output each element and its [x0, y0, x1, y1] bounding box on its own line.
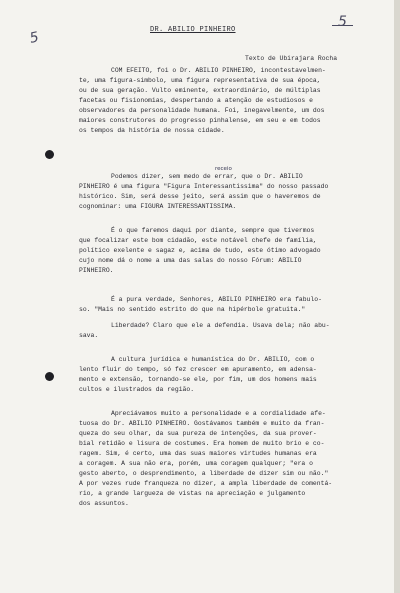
text-line: É o que faremos daqui por diante, sempre que tivermos	[111, 227, 315, 234]
punch-hole	[45, 150, 54, 159]
text-line: A por vezes rude franqueza no dizer, a ampla liberdade de comentá-	[79, 480, 333, 487]
text-line: so. "Mais no sentido estrito do que na hipérbole gratuita."	[79, 306, 306, 313]
text-line: ragem. Sim, é certo, uma das suas maiores virtudes humanas era	[79, 450, 317, 457]
text-line: rio, a grande largueza de vistas na apreciação e julgamento	[79, 490, 306, 497]
page-number-right: 5	[338, 14, 347, 30]
text-line: ou de sua geração. Vulto eminente, extraordinário, de múltiplas	[79, 87, 321, 94]
text-line: cultos e ilustrados da região.	[79, 386, 195, 393]
text-line: queza do seu olhar, da sua pureza de intenções, da sua prover-	[79, 430, 317, 437]
punch-hole	[45, 372, 54, 381]
text-line: Podemos dizer, sem medo de errar, que o Dr. ABILIO	[111, 173, 303, 180]
text-line: que focalizar este bom cidadão, este notável chefe de família,	[79, 237, 317, 244]
page-number-left: 5	[28, 29, 41, 47]
document-author: Texto de Ubirajara Rocha	[245, 55, 338, 62]
text-line: tuosa do Dr. ABILIO PINHEIRO. Gostávamos também e muito da fran-	[79, 420, 325, 427]
text-line: político exelente e sagaz e, acima de tudo, este ótimo advogado	[79, 247, 321, 254]
text-line: Apreciávamos muito a personalidade e a cordialidade afe-	[111, 410, 326, 417]
text-line: PINHEIRO é uma figura "Figura Interessantissima" do nosso passado	[79, 183, 329, 190]
text-line: dos assuntos.	[79, 500, 129, 507]
text-line: observadores da personalidade humana. Foi, inegavelmente, um dos	[79, 107, 325, 114]
text-line: mento e extensão, tornando-se ele, por fim, um dos homens mais	[79, 376, 317, 383]
handwritten-note: receio	[215, 166, 232, 172]
text-line: a coragem. A sua não era, porém, uma coragem qualquer; "era o	[79, 460, 313, 467]
text-line: bial retidão e lisura de costumes. Era homem de muito brio e co-	[79, 440, 325, 447]
text-line: A cultura jurídica e humanística do Dr. ABILIO, com o	[111, 356, 315, 363]
page-edge	[394, 0, 400, 593]
text-line: os tempos da história de nossa cidade.	[79, 127, 225, 134]
text-line: te, uma figura-simbolo, uma figura representativa de sua época,	[79, 77, 321, 84]
text-line: maiores construtores do progresso pinhalense, em seu e em todos	[79, 117, 321, 124]
text-line: cujo nome dá o nome a uma das salas do nosso Fórum: ABILIO	[79, 257, 302, 264]
document-title: DR. ABILIO PINHEIRO	[150, 26, 236, 34]
text-line: COM EFEITO, foi o Dr. ABILIO PINHEIRO, incontestavelmen-	[111, 67, 326, 74]
text-line: sava.	[79, 332, 99, 339]
text-line: cognominar: uma FIGURA INTERESSANTISSIMA.	[79, 203, 237, 210]
text-line: facetas ou fisionomias, despertando a atenção de estudiosos e	[79, 97, 313, 104]
text-line: É a pura verdade, Senhores, ABILIO PINHEIRO era fabulo-	[111, 296, 322, 303]
text-line: PINHEIRO.	[79, 267, 114, 274]
text-line: lento fluir do tempo, só fez crescer em apuramento, em adensa-	[79, 366, 317, 373]
text-line: Liberdade? Claro que ele a defendia. Usava dela; não abu-	[111, 322, 330, 329]
text-line: gesto aberto, o desprendimento, a liberdade de dizer sim ou não."	[79, 470, 329, 477]
text-line: histórico. Sim, será desse jeito, será assim que o haveremos de	[79, 193, 321, 200]
